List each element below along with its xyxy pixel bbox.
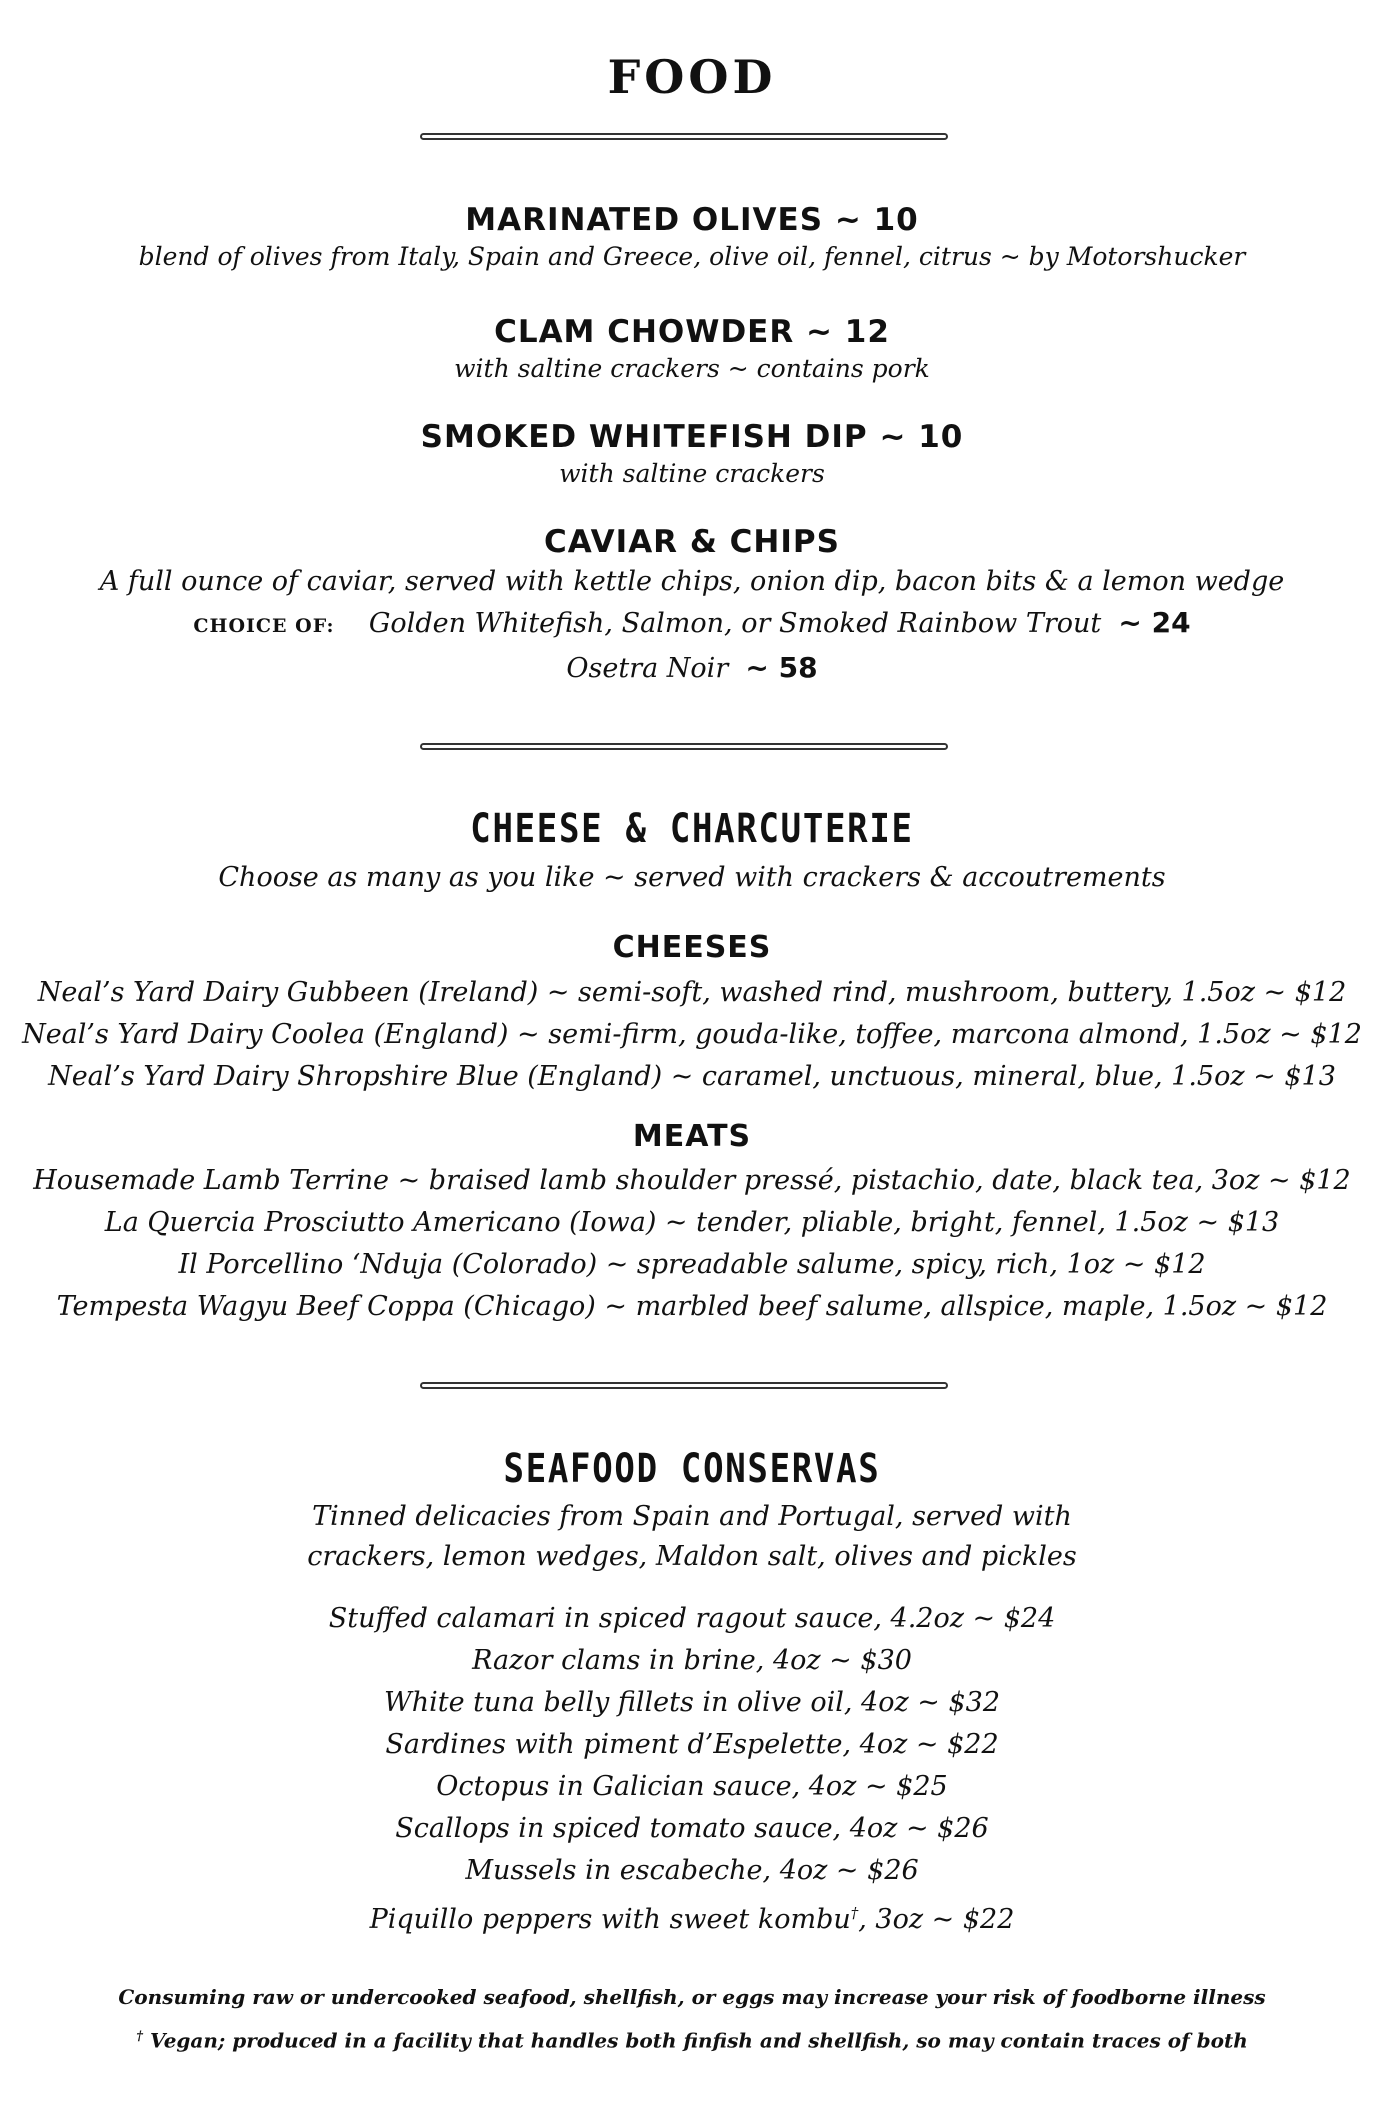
list-item: Housemade Lamb Terrine ~ braised lamb shoulder pressé, pistachio, date, black tea, 3oz ~ $12 [33,1165,1351,1196]
list-item: Stuffed calamari in spiced ragout sauce, 4.2oz ~ $24 [328,1603,1056,1634]
list-item: White tuna belly fillets in olive oil, 4oz ~ $32 [383,1687,1001,1718]
caviar-option-price: ~ 58 [745,651,818,684]
item-text: Piquillo peppers with sweet kombu [369,1904,851,1935]
item-text: , 3oz ~ $22 [858,1904,1015,1935]
divider [420,133,948,140]
list-item [0,1892,1384,1941]
subtitle-line: crackers, lemon wedges, Maldon salt, olives and pickles [307,1541,1077,1572]
item-name: MARINATED OLIVES ~ 10 [465,202,919,238]
caviar-option-row [0,602,1384,647]
list-item: Scallops in spiced tomato sauce, 4oz ~ $26 [395,1813,989,1844]
section-subtitle: Choose as many as you like ~ served with crackers & accoutrements [218,862,1166,893]
vegan-note: Vegan; produced in a facility that handles both finfish and shellfish, so may contain traces of both [150,2028,1248,2053]
foodborne-warning: Consuming raw or undercooked seafood, shellfish, or eggs may increase your risk of foodborne illness [118,1985,1266,2009]
cheese-list [0,972,1384,1098]
item-description: with saltine crackers [559,459,825,488]
section-title: SEAFOOD CONSERVAS [503,1446,881,1492]
item-name: CAVIAR & CHIPS [544,524,840,560]
caviar-option-price: ~ 24 [1118,606,1191,639]
item-name: SMOKED WHITEFISH DIP ~ 10 [420,419,964,455]
meats-heading: MEATS [632,1119,752,1154]
list-item: Razor clams in brine, 4oz ~ $30 [472,1645,912,1676]
subtitle-line: Tinned delicacies from Spain and Portugal, served with [312,1501,1072,1532]
choice-label: CHOICE OF: [193,615,335,637]
cheeses-heading: CHEESES [612,930,772,965]
vegan-footnote [0,2017,1384,2061]
caviar-option-row [0,647,1384,690]
section-title: CHEESE & CHARCUTERIE [470,806,914,852]
list-item: Mussels in escabeche, 4oz ~ $26 [465,1855,919,1886]
divider [420,1382,948,1389]
list-item: La Quercia Prosciutto Americano (Iowa) ~ tender, pliable, bright, fennel, 1.5oz ~ $13 [104,1207,1280,1238]
list-item: Octopus in Galician sauce, 4oz ~ $25 [436,1771,948,1802]
item-description: blend of olives from Italy, Spain and Greece, olive oil, fennel, citrus ~ by Motorshucker [138,242,1246,271]
item-description: with saltine crackers ~ contains pork [454,354,930,383]
starter-item [0,312,1384,386]
divider [420,743,948,750]
list-item: Neal’s Yard Dairy Coolea (England) ~ semi-firm, gouda-like, toffee, marcona almond, 1.5oz ~ $12 [22,1019,1362,1050]
caviar-option-text: Golden Whitefish, Salmon, or Smoked Rainbow Trout [368,608,1102,639]
list-item: Tempesta Wagyu Beef Coppa (Chicago) ~ marbled beef salume, allspice, maple, 1.5oz ~ $12 [56,1291,1328,1322]
list-item: Sardines with piment d’Espelette, 4oz ~ $22 [385,1729,999,1760]
dagger-mark: † [850,1904,859,1922]
meat-list [0,1160,1384,1328]
page-title: FOOD [607,50,777,104]
list-item: Neal’s Yard Dairy Shropshire Blue (England) ~ caramel, unctuous, mineral, blue, 1.5oz ~ $13 [48,1061,1336,1092]
dagger-mark: † [136,2029,144,2044]
starter-item [0,200,1384,274]
item-description: A full ounce of caviar, served with kettle chips, onion dip, bacon bits & a lemon wedge [99,566,1285,597]
section-subtitle [0,1497,1384,1577]
item-name: CLAM CHOWDER ~ 12 [494,314,890,350]
list-item: Il Porcellino ‘Nduja (Colorado) ~ spreadable salume, spicy, rich, 1oz ~ $12 [178,1249,1206,1280]
caviar-item [0,522,1384,690]
caviar-option-text: Osetra Noir [566,653,729,684]
starter-item [0,417,1384,491]
conservas-list [0,1598,1384,1941]
list-item: Neal’s Yard Dairy Gubbeen (Ireland) ~ semi-soft, washed rind, mushroom, buttery, 1.5oz ~ $12 [37,977,1347,1008]
